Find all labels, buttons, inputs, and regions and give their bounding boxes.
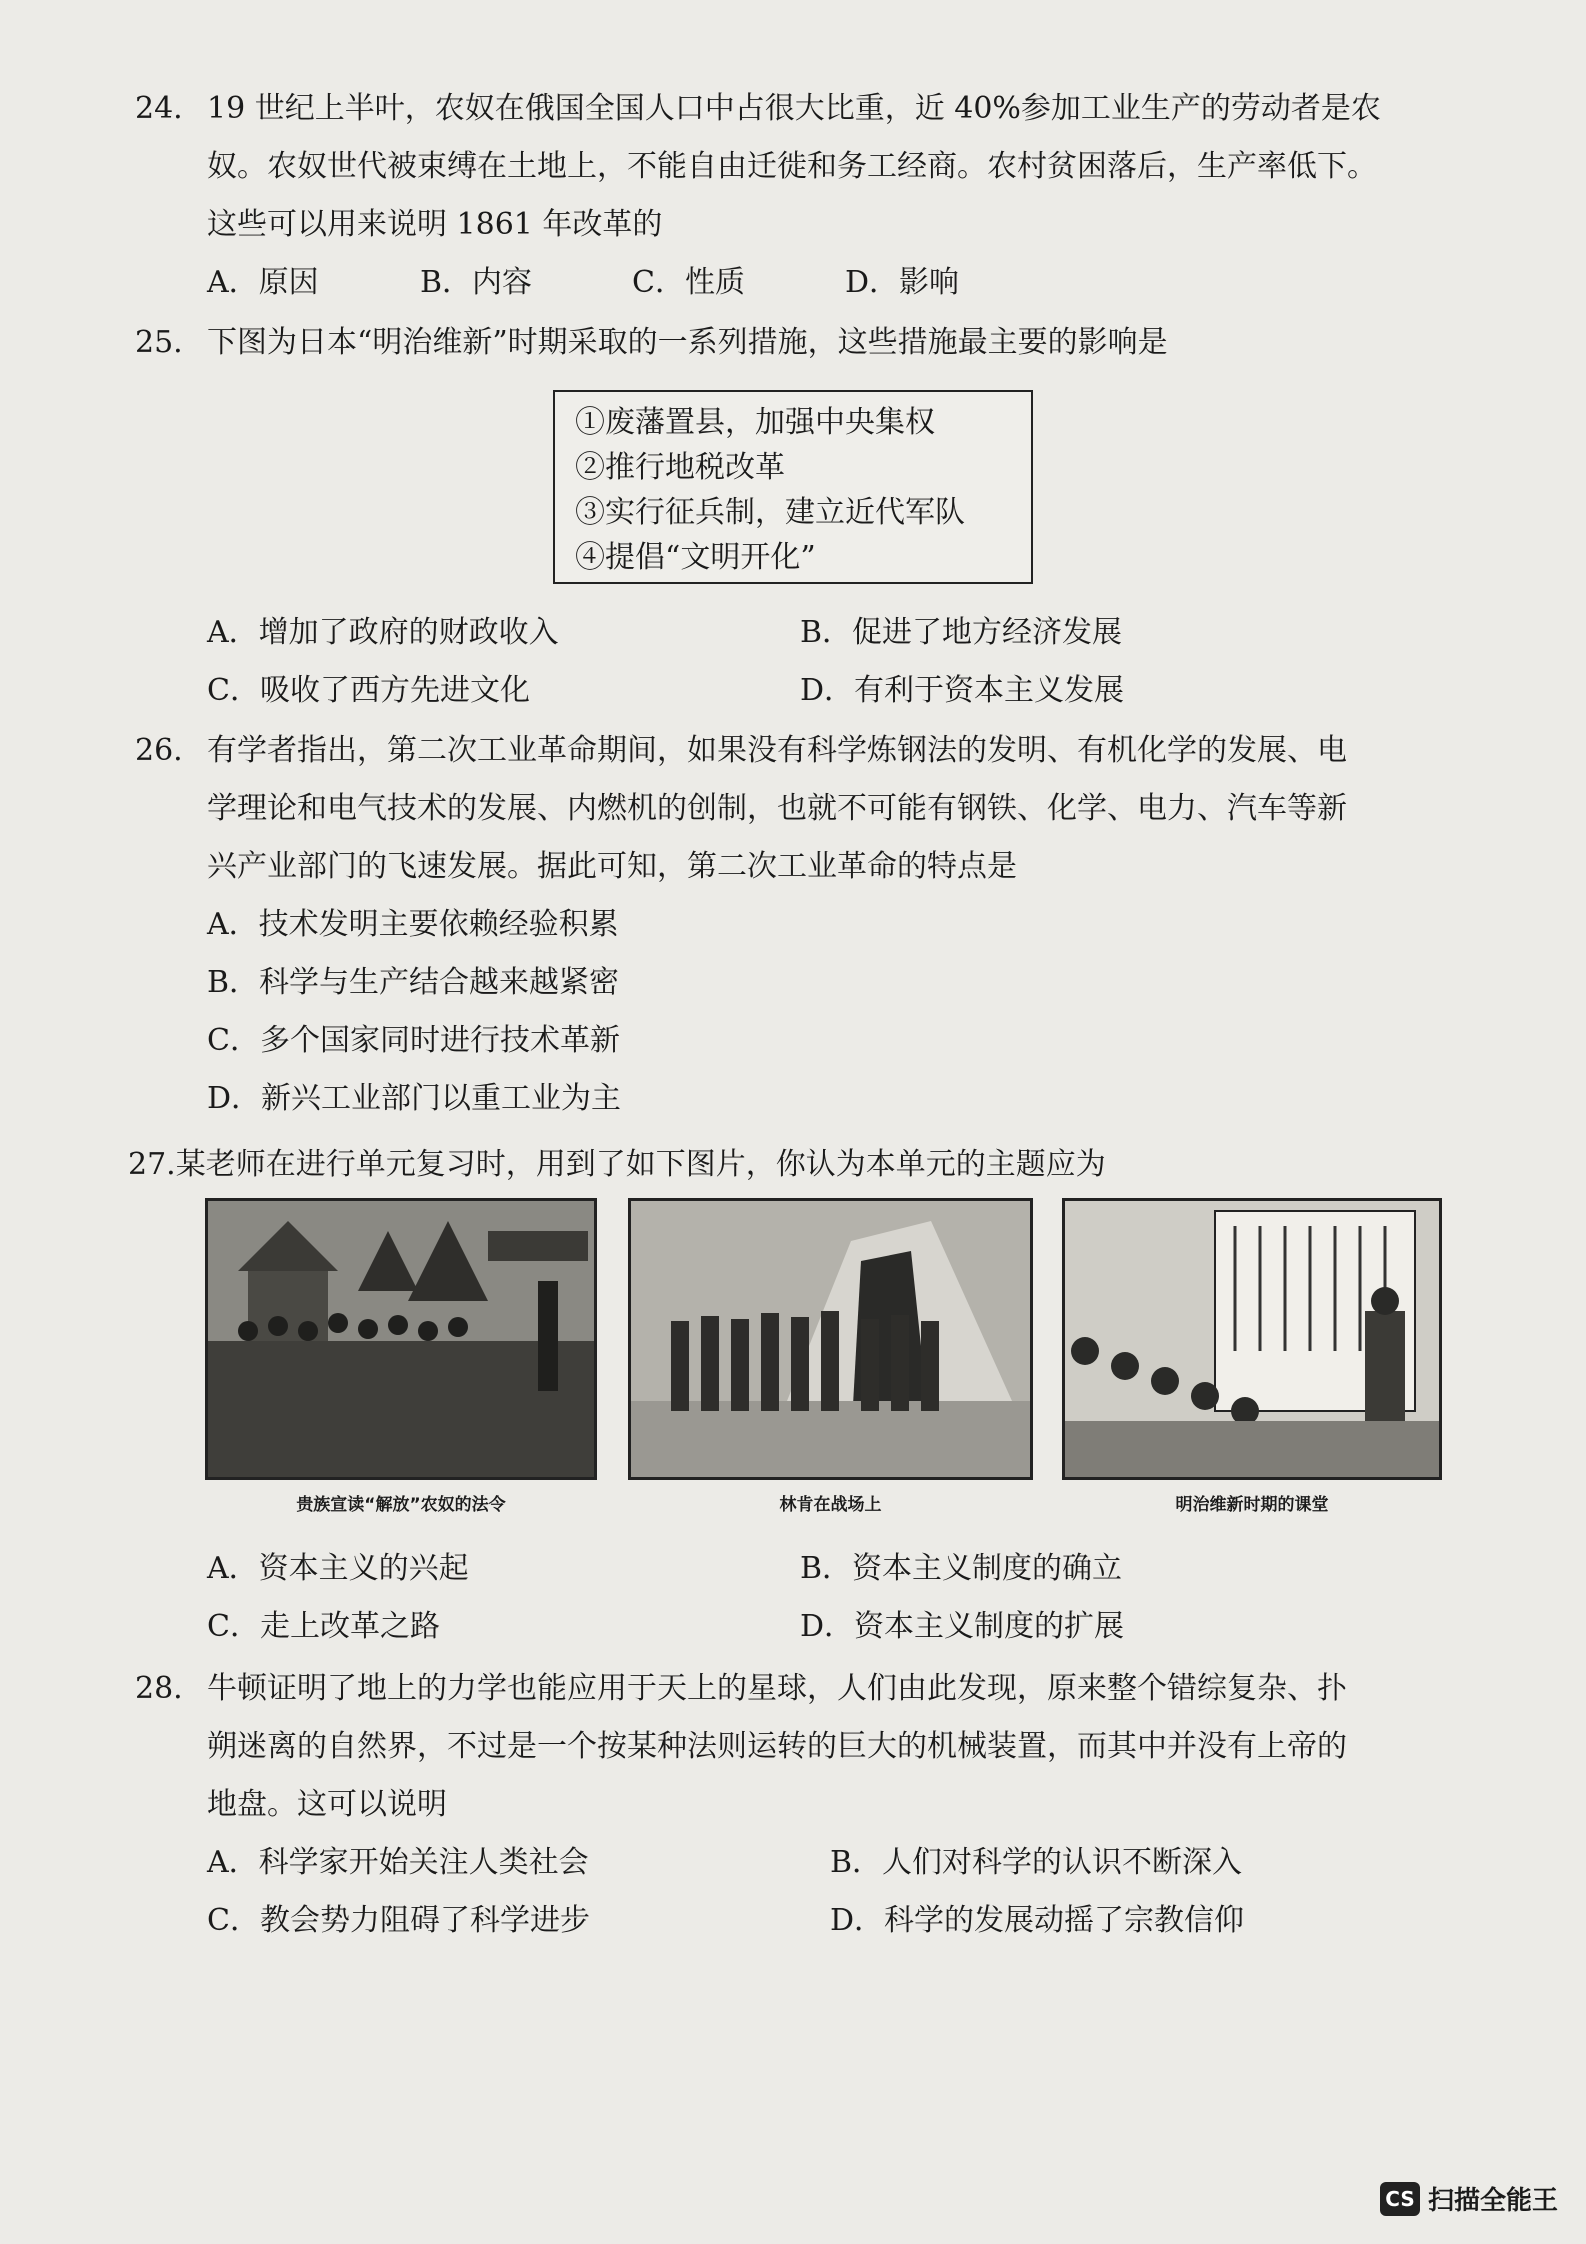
option-b[interactable]: B．促进了地方经济发展 <box>800 615 1123 650</box>
question-text: 下图为日本“明治维新”时期采取的一系列措施，这些措施最主要的影响是 <box>207 325 1168 360</box>
options-row <box>135 254 1465 312</box>
image-caption: 明治维新时期的课堂 <box>1175 1495 1329 1515</box>
question-text: 奴。农奴世代被束缚在土地上，不能自由迁徙和务工经商。农村贫困落后，生产率低下。 <box>207 149 1377 184</box>
question-number: 26. <box>135 733 183 768</box>
question-26 <box>135 722 1465 1128</box>
option-c[interactable]: C．走上改革之路 <box>207 1609 440 1644</box>
photo <box>628 1198 1033 1480</box>
options-row <box>135 1892 1465 1950</box>
question-text: 牛顿证明了地上的力学也能应用于天上的星球，人们由此发现，原来整个错综复杂、扑 <box>207 1671 1347 1706</box>
question-number: 24. <box>135 91 183 126</box>
option-c[interactable]: C．教会势力阻碍了科学进步 <box>207 1903 590 1938</box>
measures-box <box>553 390 1033 584</box>
question-text: 兴产业部门的飞速发展。据此可知，第二次工业革命的特点是 <box>207 849 1017 884</box>
option-c[interactable]: C．吸收了西方先进文化 <box>207 673 530 708</box>
question-28 <box>135 1660 1465 1950</box>
options-row <box>135 604 1465 662</box>
question-24 <box>135 80 1465 312</box>
options-row <box>135 662 1465 720</box>
question-25-options <box>135 604 1465 720</box>
measure-item: ①废藩置县，加强中央集权 <box>575 405 935 440</box>
option-a[interactable]: A．原因 <box>207 265 319 300</box>
option-c[interactable]: C．多个国家同时进行技术革新 <box>207 1023 620 1058</box>
image-lincoln-battlefield <box>628 1198 1033 1515</box>
image-serf-emancipation <box>205 1198 597 1515</box>
measure-item: ②推行地税改革 <box>575 450 785 485</box>
question-text: 某老师在进行单元复习时，用到了如下图片，你认为本单元的主题应为 <box>175 1147 1106 1182</box>
option-b[interactable]: B．内容 <box>420 265 533 300</box>
option-d[interactable]: D．新兴工业部门以重工业为主 <box>207 1081 622 1116</box>
option-d[interactable]: D．科学的发展动摇了宗教信仰 <box>830 1903 1245 1938</box>
image-caption: 林肯在战场上 <box>779 1495 882 1515</box>
image-meiji-classroom <box>1062 1198 1442 1515</box>
photo <box>1062 1198 1442 1480</box>
question-number: 25. <box>135 325 183 360</box>
option-a[interactable]: A．资本主义的兴起 <box>207 1551 469 1586</box>
question-text: 地盘。这可以说明 <box>207 1787 447 1822</box>
measure-item: ④提倡“文明开化” <box>575 540 816 575</box>
option-b[interactable]: B．人们对科学的认识不断深入 <box>830 1845 1243 1880</box>
option-d[interactable]: D．影响 <box>845 265 960 300</box>
question-text: 朔迷离的自然界，不过是一个按某种法则运转的巨大的机械装置，而其中并没有上帝的 <box>207 1729 1347 1764</box>
option-a[interactable]: A．科学家开始关注人类社会 <box>207 1845 589 1880</box>
question-text: 学理论和电气技术的发展、内燃机的创制，也就不可能有钢铁、化学、电力、汽车等新 <box>207 791 1347 826</box>
illustration-crowd <box>208 1201 594 1477</box>
question-27-options <box>135 1540 1465 1656</box>
option-c[interactable]: C．性质 <box>632 265 745 300</box>
question-number: 27. <box>128 1147 176 1182</box>
illustration-classroom <box>1065 1201 1439 1477</box>
question-27 <box>128 1136 1458 1194</box>
image-caption: 贵族宣读“解放”农奴的法令 <box>296 1495 506 1515</box>
scanner-brand: 扫描全能王 <box>1428 2186 1559 2216</box>
option-d[interactable]: D．有利于资本主义发展 <box>800 673 1125 708</box>
option-a[interactable]: A．增加了政府的财政收入 <box>207 615 559 650</box>
option-a[interactable]: A．技术发明主要依赖经验积累 <box>207 907 619 942</box>
option-b[interactable]: B．科学与生产结合越来越紧密 <box>207 965 620 1000</box>
illustration-soldiers <box>631 1201 1030 1477</box>
options-row <box>135 1540 1465 1598</box>
option-d[interactable]: D．资本主义制度的扩展 <box>800 1609 1125 1644</box>
question-text: 有学者指出，第二次工业革命期间，如果没有科学炼钢法的发明、有机化学的发展、电 <box>207 733 1347 768</box>
question-text: 19 世纪上半叶，农奴在俄国全国人口中占很大比重，近 40%参加工业生产的劳动者是农 <box>207 91 1381 126</box>
cs-logo-icon: CS <box>1380 2182 1420 2216</box>
scanner-logo <box>1380 2180 1558 2217</box>
photo <box>205 1198 597 1480</box>
question-number: 28. <box>135 1671 183 1706</box>
options-row <box>135 1598 1465 1656</box>
question-text: 这些可以用来说明 1861 年改革的 <box>207 207 663 242</box>
question-25 <box>135 314 1465 372</box>
measure-item: ③实行征兵制，建立近代军队 <box>575 495 965 530</box>
option-b[interactable]: B．资本主义制度的确立 <box>800 1551 1123 1586</box>
options-row <box>135 1834 1465 1892</box>
